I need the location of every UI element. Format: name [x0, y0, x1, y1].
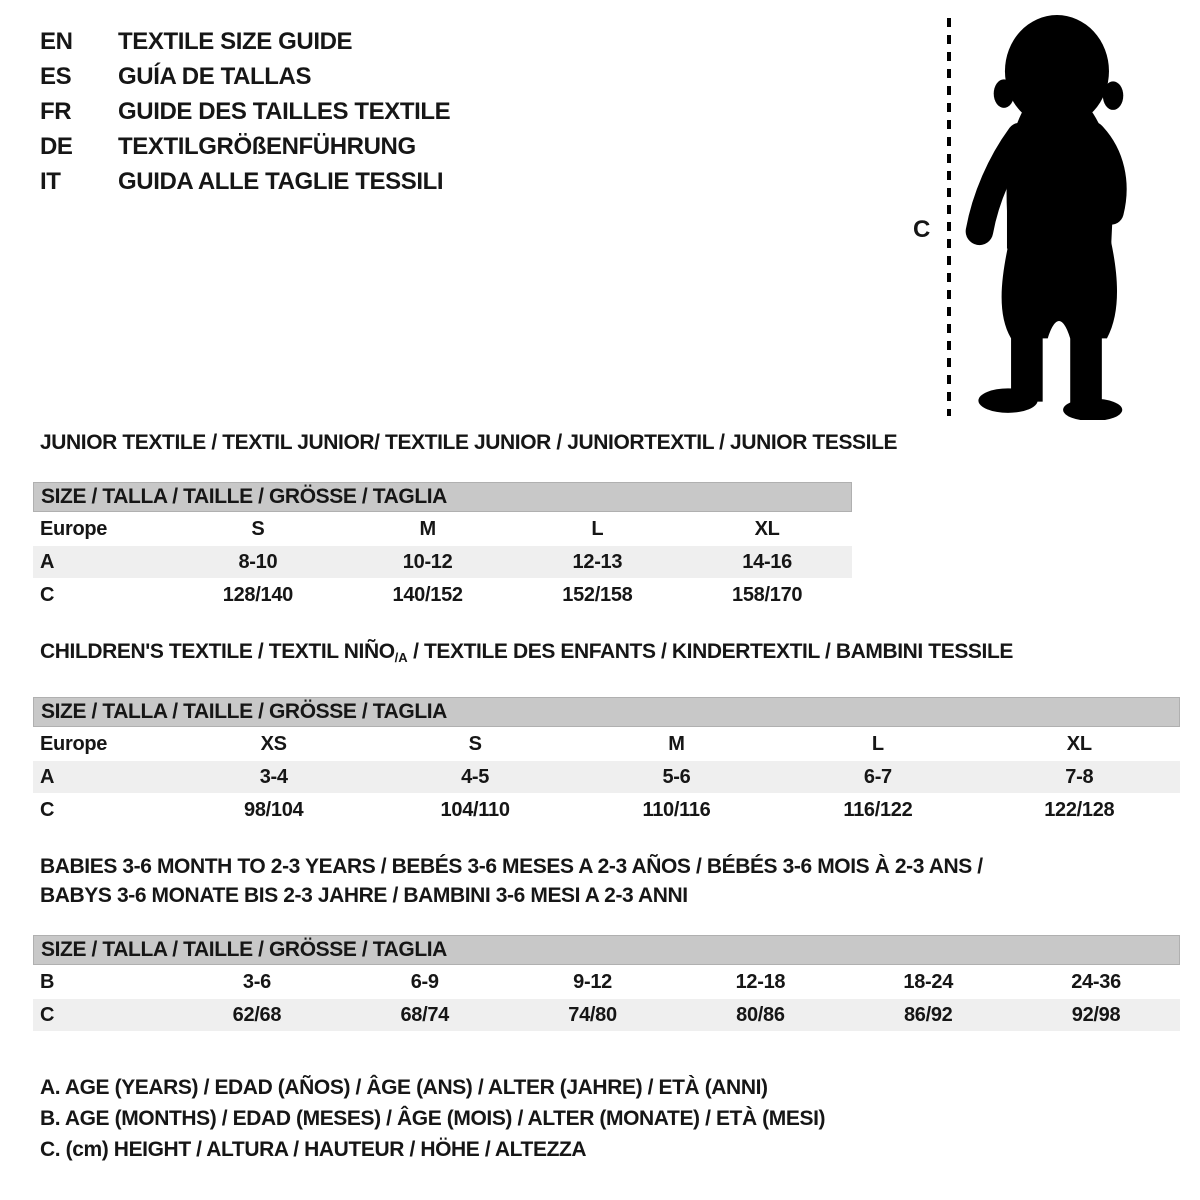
- language-code-en: EN: [40, 28, 73, 55]
- size-cell: 5-6: [662, 765, 691, 788]
- table-row-europe: [33, 728, 1180, 760]
- size-cell: 86/92: [903, 1003, 953, 1026]
- size-cell: 110/116: [642, 798, 711, 821]
- section-children: [33, 637, 1180, 826]
- section-title: [40, 428, 898, 457]
- size-cell: 6-9: [410, 970, 439, 993]
- size-cell: L: [591, 517, 604, 540]
- size-cell: 80/86: [736, 1003, 785, 1026]
- row-label: C: [40, 583, 55, 606]
- language-title: GUIDA ALLE TAGLIE TESSILI: [118, 168, 444, 195]
- row-label: C: [40, 1003, 55, 1026]
- height-measure-label: C: [913, 216, 931, 243]
- height-measure-dashed-line: [947, 18, 951, 416]
- language-title: TEXTILGRÖßENFÜHRUNG: [118, 133, 416, 160]
- size-table-children: [33, 697, 1180, 826]
- language-row: [40, 94, 450, 129]
- table-row-a: [33, 546, 852, 578]
- size-cell: 98/104: [244, 798, 304, 821]
- section-title-line: [40, 428, 898, 457]
- size-cell: XL: [1066, 732, 1092, 755]
- size-cell: 74/80: [568, 1003, 617, 1026]
- size-cell: 3-4: [259, 765, 288, 788]
- size-cell: 12-18: [735, 970, 786, 993]
- title-segment: / TEXTILE DES ENFANTS / KINDERTEXTIL / BAMBINI TESSILE: [407, 640, 1014, 663]
- size-cell: 158/170: [732, 583, 803, 606]
- language-code-fr: FR: [40, 98, 72, 125]
- footnotes: [40, 1072, 825, 1165]
- size-cell: 6-7: [863, 765, 892, 788]
- language-title-list: [40, 24, 450, 199]
- row-label: Europe: [40, 517, 108, 540]
- section-title-line: [40, 881, 1180, 910]
- table-row-c: [33, 794, 1180, 826]
- table-row-c: [33, 579, 852, 611]
- language-row: [40, 164, 450, 199]
- table-row-c: [33, 999, 1180, 1031]
- row-label: B: [40, 970, 55, 993]
- size-cell: 3-6: [242, 970, 271, 993]
- size-cell: 62/68: [232, 1003, 282, 1026]
- size-cell: 24-36: [1071, 970, 1121, 993]
- baby-figure: [905, 10, 1170, 424]
- section-title: [40, 852, 1180, 910]
- size-table-junior: [33, 482, 852, 611]
- language-code-de: DE: [40, 133, 73, 160]
- title-segment: /A: [394, 650, 408, 665]
- size-cell: S: [468, 732, 482, 755]
- size-cell: 92/98: [1071, 1003, 1121, 1026]
- section-title: [40, 637, 1180, 672]
- footnote: A. AGE (YEARS) / EDAD (AÑOS) / ÂGE (ANS) / ALTER (JAHRE) / ETÀ (ANNI): [40, 1076, 768, 1099]
- size-cell: 4-5: [461, 765, 490, 788]
- size-cell: 140/152: [392, 583, 463, 606]
- table-row-europe: [33, 513, 852, 545]
- row-label: A: [40, 765, 55, 788]
- footnote: C. (cm) HEIGHT / ALTURA / HAUTEUR / HÖHE / ALTEZZA: [40, 1138, 587, 1161]
- size-header-bar: SIZE / TALLA / TAILLE / GRÖSSE / TAGLIA: [33, 935, 1180, 965]
- size-table-babies: [33, 935, 1180, 1031]
- section-babies: [33, 852, 1180, 1031]
- footnote: B. AGE (MONTHS) / EDAD (MESES) / ÂGE (MOIS) / ALTER (MONATE) / ETÀ (MESI): [40, 1107, 826, 1130]
- size-cell: 128/140: [222, 583, 293, 606]
- size-cell: XL: [754, 517, 780, 540]
- size-cell: 8-10: [238, 550, 278, 573]
- title-segment: BABYS 3-6 MONATE BIS 2-3 JAHRE / BAMBINI 3-6 MESI A 2-3 ANNI: [40, 884, 688, 907]
- row-label: Europe: [40, 732, 108, 755]
- size-cell: 14-16: [742, 550, 792, 573]
- size-cell: M: [419, 517, 436, 540]
- size-cell: 12-13: [572, 550, 623, 573]
- section-junior: [33, 428, 898, 611]
- size-cell: S: [251, 517, 265, 540]
- size-header-bar: SIZE / TALLA / TAILLE / GRÖSSE / TAGLIA: [33, 482, 852, 512]
- language-code-it: IT: [40, 168, 61, 195]
- size-cell: 7-8: [1065, 765, 1094, 788]
- size-cell: L: [871, 732, 884, 755]
- table-row-a: [33, 761, 1180, 793]
- size-cell: 9-12: [573, 970, 612, 993]
- size-cell: 68/74: [400, 1003, 450, 1026]
- language-code-es: ES: [40, 63, 72, 90]
- size-cell: 10-12: [402, 550, 453, 573]
- row-label: A: [40, 550, 55, 573]
- size-header-bar: SIZE / TALLA / TAILLE / GRÖSSE / TAGLIA: [33, 697, 1180, 727]
- table-row-b: [33, 966, 1180, 998]
- language-title: GUÍA DE TALLAS: [118, 63, 312, 90]
- language-row: [40, 129, 450, 164]
- language-row: [40, 24, 450, 59]
- language-title: GUIDE DES TAILLES TEXTILE: [118, 98, 451, 125]
- title-segment: JUNIOR TEXTILE / TEXTIL JUNIOR/ TEXTILE JUNIOR / JUNIORTEXTIL / JUNIOR TESSILE: [40, 431, 898, 454]
- title-segment: BABIES 3-6 MONTH TO 2-3 YEARS / BEBÉS 3-6 MESES A 2-3 AÑOS / BÉBÉS 3-6 MOIS À 2-3 ANS /: [40, 855, 983, 878]
- size-cell: XS: [260, 732, 287, 755]
- size-cell: 152/158: [562, 583, 633, 606]
- section-title-line: [40, 637, 1180, 672]
- size-cell: 104/110: [440, 798, 510, 821]
- title-segment: CHILDREN'S TEXTILE / TEXTIL NIÑO: [40, 640, 395, 663]
- section-title-line: [40, 852, 1180, 881]
- size-cell: 18-24: [903, 970, 954, 993]
- size-cell: 116/122: [843, 798, 913, 821]
- size-cell: 122/128: [1044, 798, 1115, 821]
- row-label: C: [40, 798, 55, 821]
- size-cell: M: [668, 732, 685, 755]
- baby-silhouette-icon: [961, 12, 1157, 420]
- language-title: TEXTILE SIZE GUIDE: [118, 28, 353, 55]
- language-row: [40, 59, 450, 94]
